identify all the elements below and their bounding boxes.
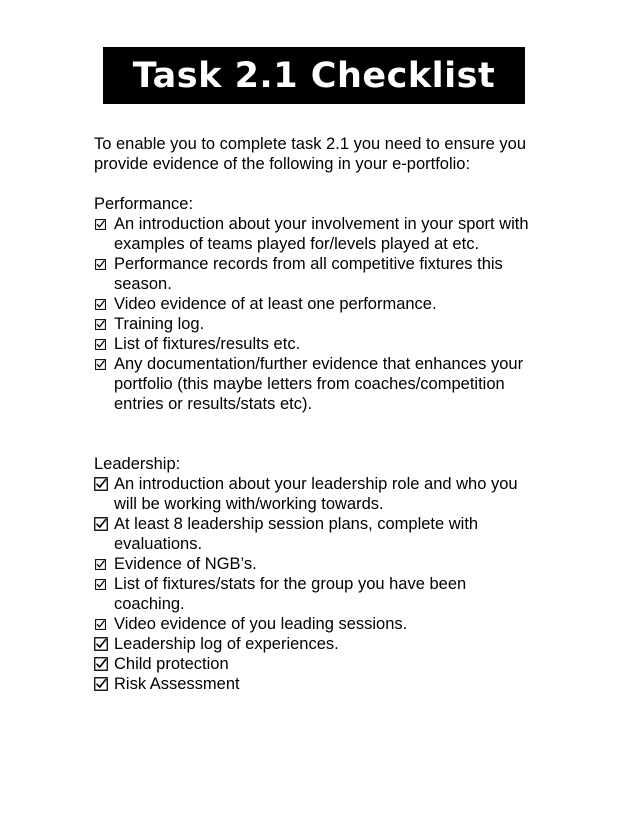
item-line: portfolio (this maybe letters from coaches/competition bbox=[114, 375, 505, 393]
list-item bbox=[94, 674, 564, 694]
item-line: Video evidence of at least one performance. bbox=[114, 295, 437, 313]
list-item bbox=[94, 334, 564, 354]
item-line: Risk Assessment bbox=[114, 675, 240, 693]
checked-box-icon bbox=[95, 299, 106, 310]
checked-box-icon bbox=[95, 559, 106, 570]
performance-heading: Performance: bbox=[94, 195, 194, 213]
list-item bbox=[94, 254, 564, 294]
checked-box-icon bbox=[95, 259, 106, 270]
item-line: entries or results/stats etc). bbox=[114, 395, 313, 413]
item-line: Performance records from all competitive fixtures this bbox=[114, 255, 503, 273]
list-item bbox=[94, 554, 564, 574]
item-line: An introduction about your involvement in your sport with bbox=[114, 215, 529, 233]
checked-box-icon bbox=[95, 319, 106, 330]
item-line: List of fixtures/results etc. bbox=[114, 335, 301, 353]
checked-box-icon bbox=[94, 637, 108, 651]
checked-box-icon bbox=[94, 517, 108, 531]
checked-box-icon bbox=[94, 657, 108, 671]
checked-box-icon bbox=[95, 219, 106, 230]
title-banner bbox=[103, 47, 525, 104]
checked-box-icon bbox=[95, 359, 106, 370]
list-item bbox=[94, 294, 564, 314]
item-line: An introduction about your leadership role and who you bbox=[114, 475, 518, 493]
intro-line: To enable you to complete task 2.1 you need to ensure you bbox=[94, 135, 527, 153]
list-item bbox=[94, 514, 564, 554]
performance-checklist bbox=[94, 214, 564, 414]
document-body bbox=[94, 134, 564, 694]
list-item bbox=[94, 614, 564, 634]
item-line: coaching. bbox=[114, 595, 185, 613]
checked-box-icon bbox=[95, 579, 106, 590]
intro-line: provide evidence of the following in your e-portfolio: bbox=[94, 155, 471, 173]
item-line: evaluations. bbox=[114, 535, 203, 553]
item-line: examples of teams played for/levels played at etc. bbox=[114, 235, 480, 253]
list-item bbox=[94, 474, 564, 514]
intro-paragraph bbox=[94, 134, 564, 174]
list-item bbox=[94, 574, 564, 614]
item-line: List of fixtures/stats for the group you have been bbox=[114, 575, 467, 593]
list-item bbox=[94, 314, 564, 334]
leadership-heading: Leadership: bbox=[94, 455, 181, 473]
item-line: will be working with/working towards. bbox=[114, 495, 384, 513]
list-item bbox=[94, 354, 564, 414]
checked-box-icon bbox=[95, 619, 106, 630]
item-line: Child protection bbox=[114, 655, 229, 673]
checked-box-icon bbox=[94, 477, 108, 491]
item-line: At least 8 leadership session plans, complete with bbox=[114, 515, 479, 533]
checked-box-icon bbox=[94, 677, 108, 691]
checked-box-icon bbox=[95, 339, 106, 350]
item-line: Any documentation/further evidence that enhances your bbox=[114, 355, 524, 373]
leadership-checklist bbox=[94, 474, 564, 694]
item-line: Evidence of NGB’s. bbox=[114, 555, 257, 573]
item-line: Video evidence of you leading sessions. bbox=[114, 615, 408, 633]
list-item bbox=[94, 654, 564, 674]
item-line: Training log. bbox=[114, 315, 205, 333]
list-item bbox=[94, 214, 564, 254]
item-line: Leadership log of experiences. bbox=[114, 635, 339, 653]
page-title: Task 2.1 Checklist bbox=[132, 55, 496, 96]
list-item bbox=[94, 634, 564, 654]
item-line: season. bbox=[114, 275, 172, 293]
